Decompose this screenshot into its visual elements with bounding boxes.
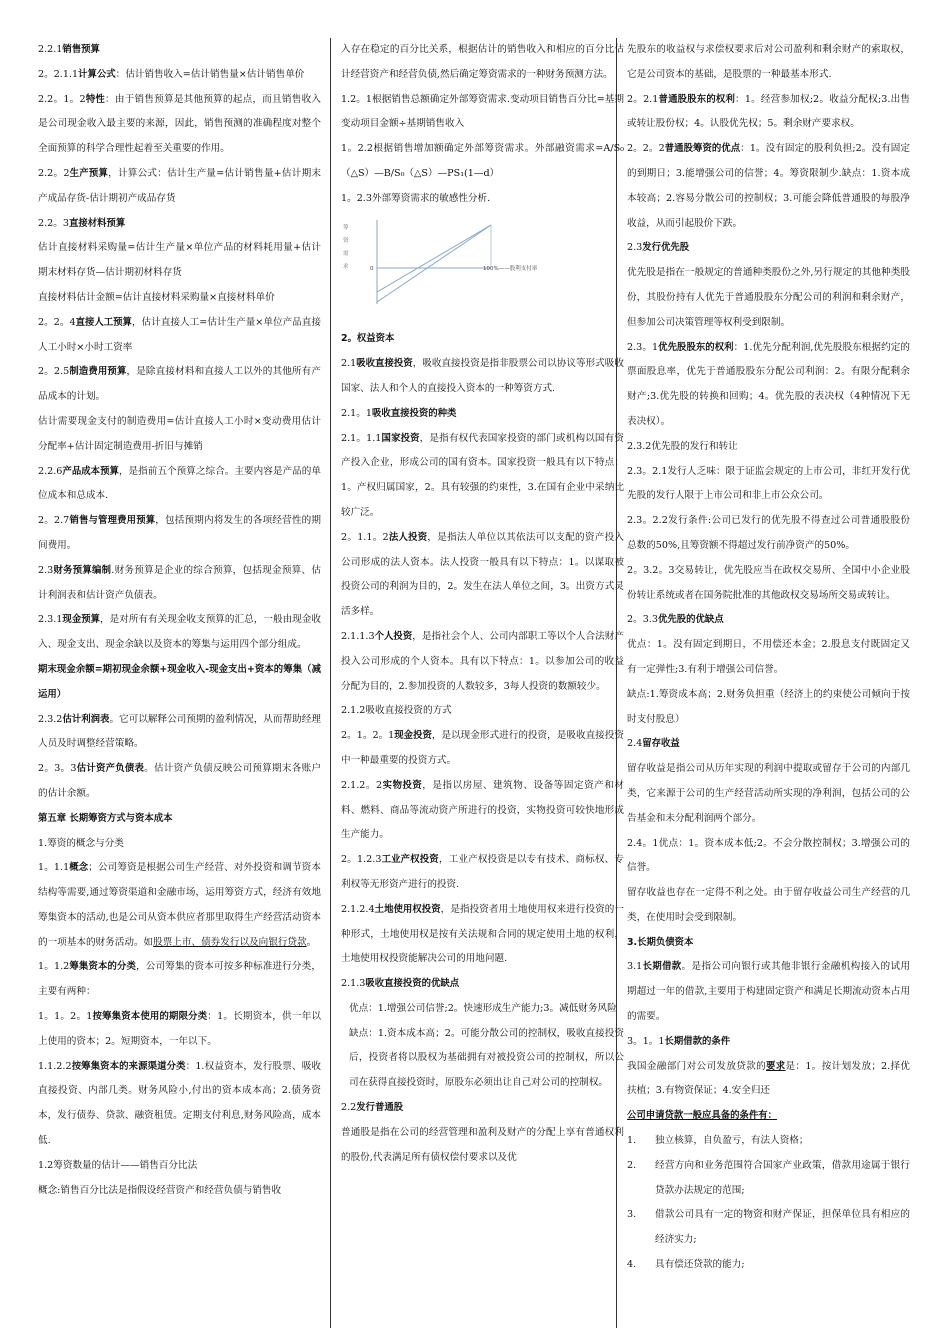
paragraph <box>627 931 910 956</box>
paragraph-text: 估计需要现金支付的制造费用=估计直接人工小时×变动费用估计分配率+估计固定制造费用-折旧与摊销 <box>38 415 321 452</box>
y-axis-label-char-3: 求 <box>343 263 349 270</box>
paragraph-text: 1.2筹资数量的估计——销售百分比法 <box>38 1159 198 1171</box>
bold-heading: 期末现金余额=期初现金余额+现金收入-现金支出+资本的筹集（减运用） <box>38 663 321 700</box>
section-number: 2.2。1。2 <box>38 93 86 105</box>
paragraph-text: 2.1.2吸收直接投资的方式 <box>341 705 452 717</box>
paragraph <box>341 625 624 699</box>
paragraph <box>38 162 321 212</box>
paragraph <box>341 187 624 212</box>
list-number: 4. <box>627 1259 637 1271</box>
bold-heading: 个人投资 <box>374 630 413 642</box>
bold-underlined-heading: 公司申请贷款一般应具备的条件有： <box>627 1110 778 1122</box>
bold-heading: 土地使用权投资 <box>374 903 441 915</box>
paragraph-text: 估计直接材料采购量=估计生产量×单位产品的材料耗用量+估计期末材料存货—估计期初材料存货 <box>38 242 321 279</box>
paragraph <box>341 526 624 625</box>
paragraph-text: 留存收益是指公司从历年实现的利润中提取或留存于公司的内部几类，它来源于公司的生产经营活动所实现的净利润，包括公司的公告基金和未分配利润两个部分。 <box>627 763 910 824</box>
section-number: 2.1.2.4 <box>341 903 375 915</box>
section-number: 2.1.3 <box>341 978 366 990</box>
column-3-top <box>627 38 910 1129</box>
paragraph-text: 2.4。1优点：1。资本成本低;2。不会分散控制权；3.增强公司的信誉。 <box>627 837 910 874</box>
paragraph-text: 我国金融部门对公司发放贷款的 <box>627 1060 767 1072</box>
paragraph <box>38 658 321 708</box>
bold-heading: 长期借款 <box>642 961 682 973</box>
paragraph <box>627 881 910 931</box>
section-number: 2.2。3 <box>38 217 69 229</box>
paragraph-text: 2.3。2.2发行条件:公司已发行的优先股不得查过公司普通股股份总数的50%,且筹资额不得超过发行前净资产的50%。 <box>627 515 910 551</box>
paragraph-text: 优点：1。没有固定到期日，不用偿还本金；2.股息支付既固定又有一定弹性;3.有利于增强公司信誉。 <box>627 639 910 675</box>
paragraph <box>38 856 321 955</box>
bold-heading: 估计利润表 <box>62 713 110 725</box>
bold-heading: 销售与管理费用预算 <box>69 515 156 527</box>
paragraph <box>341 427 624 526</box>
paragraph <box>38 708 321 758</box>
paragraph-text: 是：1。按计划发放；2.择优扶植；3.有物资保证；4.安全归还 <box>627 1060 910 1097</box>
paragraph <box>341 1096 624 1121</box>
paragraph-text: ，是指法人单位以其依法可以支配的资产投入公司形成的法人资本。法人投资一般具有以下特点：1。以谋取被投资公司的利润为目的，2。发生在法人单位之间，3。出资方式灵活多样。 <box>341 531 624 618</box>
list-number: 1. <box>627 1135 637 1147</box>
paragraph-text: ：1。长期资本，供一年以上使用的资本；2。短期资本，一年以下。 <box>38 1011 321 1047</box>
paragraph <box>341 972 624 997</box>
y-axis-label <box>343 223 349 270</box>
paragraph <box>38 807 321 832</box>
section-number: 2。3.3 <box>627 614 658 626</box>
section-number: 2.2。2 <box>38 167 70 179</box>
paragraph <box>627 608 910 633</box>
list-item <box>627 1154 910 1204</box>
paragraph <box>341 38 624 88</box>
section-number: 2.1.2。2 <box>341 779 383 791</box>
section-number: 3。1。1 <box>627 1035 665 1047</box>
bold-heading: 按筹集资本使用的期限分类 <box>92 1011 208 1023</box>
bold-heading: 特性 <box>85 93 106 105</box>
section-number: 2。3。3 <box>38 763 77 775</box>
paragraph <box>38 1154 321 1179</box>
paragraph-text: ，公司筹集的资本可按多种标准进行分类，主要有两种： <box>38 961 321 998</box>
section-number: 2。2。2 <box>627 143 665 155</box>
section-number: 2.3.2 <box>38 713 63 725</box>
paragraph <box>38 460 321 510</box>
paragraph-text: ：估计销售收入=估计销售量×估计销售单价 <box>115 68 305 80</box>
list-text: 具有偿还贷款的能力; <box>655 1259 745 1271</box>
paragraph <box>38 88 321 162</box>
bold-heading: 销售预算 <box>62 44 100 55</box>
section-number: 2.1.1.3 <box>341 630 375 642</box>
paragraph <box>38 757 321 807</box>
paragraph-text: ，估计直接人工=估计生产量×单位产品直接人工小时×小时工资率 <box>38 316 321 353</box>
paragraph-text: ，是以现金形式进行的投资，是吸收直接投资中一种最重要的投资方式。 <box>341 730 624 766</box>
paragraph <box>38 63 321 88</box>
paragraph <box>341 352 624 402</box>
paragraph-text: 先股东的收益权与求偿权要求后对公司盈利和剩余财产的索取权，它是公司资本的基础，是股票的一种最基本形式. <box>627 44 910 80</box>
section-number: 2.2.6 <box>38 465 63 477</box>
y-axis-label-char-1: 资 <box>343 237 349 244</box>
paragraph-text: 。 <box>306 936 317 948</box>
section-number: 2.2 <box>341 1102 357 1114</box>
paragraph <box>38 311 321 361</box>
paragraph <box>38 212 321 237</box>
bold-heading: 优先股的优缺点 <box>657 614 724 626</box>
paragraph-text: .财务预算是企业的综合预算，包括现金预算、估计利润表和估计资产负债表。 <box>38 564 321 601</box>
paragraph-text: ：1。没有固定的股利负担;2。没有固定的到期日；3.能增强公司的信誉；4。筹资限制少.缺点：1.资本成本较高；2.容易分散公司的控制权；3.可能会降低普通股的每股净收益，从而引起股价下跌。 <box>627 143 910 229</box>
paragraph-text: 缺点：1.资本成本高；2。可能分散公司的控制权，吸收直接投资后，投资者将以股权为基础拥有对被投资公司的控制权，所以公司在获得直接投资时，原股东必须出让自己对公司的控制权。 <box>349 1027 624 1089</box>
section-number: 2.3 <box>38 564 54 576</box>
section-number: 2.4 <box>627 738 643 750</box>
y-axis-label-char-2: 需 <box>343 250 349 257</box>
section-number: 1。1.2 <box>38 961 70 973</box>
bold-heading: 直接材料预算 <box>68 217 126 229</box>
section-number: 1.1.2.2 <box>38 1060 72 1072</box>
paragraph-text: 1。2.2根据销售增加额确定外部筹资需求。外部融资需求=A/S₀（△S）—B/S₀（△S）—PS₁(1—d） <box>341 143 624 179</box>
section-number: 2.1 <box>341 358 357 370</box>
paragraph-text: 。估计资产负债反映公司预算期末各账户的估计余额。 <box>38 763 322 799</box>
paragraph <box>341 724 624 774</box>
sensitivity-chart <box>341 216 624 311</box>
paragraph <box>341 327 624 352</box>
paragraph <box>38 559 321 609</box>
paragraph <box>627 1055 910 1105</box>
bold-heading: 制造费用预算 <box>69 366 127 378</box>
underlined-text: 股票上市、债券发行以及向银行贷款 <box>153 936 307 948</box>
bold-heading: 2。权益资本 <box>341 333 395 345</box>
list-item <box>627 1253 910 1278</box>
paragraph <box>341 774 624 848</box>
paragraph-text: ，是指以房屋、建筑物、设备等固定资产和材料、燃料、商品等流动资产所进行的投资，实物投资可较快地形成生产能力。 <box>341 779 625 841</box>
paragraph <box>341 88 624 138</box>
paragraph <box>38 286 321 311</box>
paragraph-text: 2。3.2。3交易转让，优先股应当在政权交易所、全国中小企业股份转让系统或者在国务院批准的其他政权交易场所交易或转让。 <box>627 564 910 601</box>
column-divider <box>330 38 331 1328</box>
paragraph-text: ，是对所有有关现金收支预算的汇总，一般由现金收入、现金支出、现金余缺以及资本的筹集与运用四个部分组成。 <box>38 614 321 651</box>
bold-heading: 产品成本预算 <box>62 465 119 477</box>
bold-heading: 吸收直接投资的优缺点 <box>365 978 460 990</box>
paragraph-text: 。是指公司向银行或其他非银行金融机构接入的试用期超过一年的借款,主要用于构建固定资产和满足长期流动资本占用的需要。 <box>627 961 910 1023</box>
paragraph <box>627 88 910 138</box>
bold-heading: 法人投资 <box>388 531 428 543</box>
bold-heading: 估计资产负债表 <box>76 763 145 775</box>
paragraph-text: 普通股是指在公司的经营管理和盈利及财产的分配上享有普通权利的股份,代表满足所有债权偿付要求以及优 <box>341 1126 624 1163</box>
paragraph-text: ，是指前五个预算之综合。主要内容是产品的单位成本和总成本. <box>38 465 321 502</box>
section-number: 1。1。2。1 <box>38 1011 93 1023</box>
bold-heading: 长期借款的条件 <box>664 1035 731 1047</box>
paragraph <box>627 955 910 1029</box>
section-number: 2。1.2.3 <box>341 854 382 866</box>
column-2-top <box>341 38 624 212</box>
paragraph <box>627 683 910 733</box>
paragraph <box>627 236 910 261</box>
section-number: 2。2。4 <box>38 316 76 328</box>
bold-heading: 现金预算 <box>62 614 100 626</box>
paragraph-text: ，包括预期内将发生的各项经营性的期间费用。 <box>38 515 321 551</box>
paragraph <box>38 360 321 410</box>
paragraph-text: ：1.优先分配利润,优先股股东根据约定的票面股息率，优先于普通股股东分配公司利润：2。有限分配剩余财产;3.优先股的转换和回购；4。优先股的表决权（4种情况下无表决权）。 <box>627 341 910 427</box>
paragraph <box>38 509 321 559</box>
paragraph-text: ：由于销售预算是其他预算的起点，而且销售收入是公司现金收入最主要的来源，因此，销售预测的准确程度对整个全面预算的科学合理性起着至关重要的作用。 <box>38 93 321 155</box>
paragraph <box>38 38 321 63</box>
section-number: 2.3。1 <box>627 341 659 353</box>
bold-heading: 按筹集资本的来源渠道分类 <box>71 1060 186 1072</box>
paragraph <box>341 402 624 427</box>
paragraph <box>627 559 910 609</box>
bold-heading: 概念 <box>69 862 89 874</box>
paragraph <box>38 832 321 857</box>
paragraph-text: ，工业产权投资是以专有技术、商标权、专利权等无形资产进行的投资. <box>341 854 625 890</box>
bold-heading: 工业产权投资 <box>381 854 439 866</box>
series-line-1 <box>377 225 491 292</box>
paragraph <box>38 410 321 460</box>
paragraph <box>38 1055 321 1154</box>
paragraph <box>38 1179 321 1204</box>
section-number: 2。2.7 <box>38 515 70 527</box>
paragraph-text: ，计算公式：估计生产量=估计销售量+估计期末产成品存货-估计期初产成品存货 <box>38 167 321 204</box>
paragraph-text: 直接材料估计金额=估计直接材料采购量×直接材料单价 <box>38 291 275 303</box>
list-text: 独立核算，自负盈亏，有法人资格； <box>655 1135 809 1147</box>
paragraph-text: ，吸收直接投资是指非股票公司以协议等形式吸收国家、法人和个人的直接投入资本的一种筹资方式. <box>341 358 624 394</box>
paragraph-text: ，是除直接材料和直接人工以外的其他所有产品成本的计划。 <box>38 366 321 403</box>
paragraph-text: 优先股是指在一般规定的普通种类股份之外,另行规定的其他种类股份，其股份持有人优先于普通股股东分配公司的利润和剩余财产，但参加公司决策管理等权利受到限制。 <box>627 267 910 328</box>
paragraph <box>627 1030 910 1055</box>
paragraph <box>627 435 910 460</box>
paragraph <box>38 236 321 286</box>
bold-heading: 留存收益 <box>642 738 680 750</box>
paragraph <box>627 336 910 435</box>
paragraph <box>38 1005 321 1055</box>
paragraph-text: ；公司筹资是根据公司生产经营、对外投资和调节资本结构等需要,通过筹资渠道和金融市场，运用筹资方式，经济有效地筹集资本的活动,也是公司从资本供应者那里取得生产经营活动资本的一项基本的财务活动。如 <box>38 862 321 948</box>
section-number: 2.1。1 <box>341 407 372 419</box>
paragraph <box>627 1104 910 1129</box>
y-axis-label-char-0: 筹 <box>343 224 349 231</box>
list-text: 经营方向和业务范围符合国家产业政策，借款用途属于银行贷款办法规定的范围; <box>655 1159 910 1196</box>
paragraph <box>627 633 910 683</box>
bold-underlined-text: 要求 <box>766 1060 786 1072</box>
section-number: 2。1。2。1 <box>341 730 395 742</box>
paragraph-text: ，是指社会个人、公司内部职工等以个人合法财产投入公司形成的个人资本。具有以下特点：1。以参加公司的收益分配为目的，2.参加投资的人数较多，3每人投资的数额较少。 <box>341 630 624 692</box>
x-axis-label: 100%——股利支付率 <box>483 265 538 272</box>
bold-heading: 生产预算 <box>69 167 109 179</box>
paragraph <box>341 848 624 898</box>
bold-heading: 吸收直接投资的种类 <box>371 407 457 419</box>
section-number: 2。2.1 <box>627 93 659 105</box>
paragraph-text: 2.3。2.1发行人乏味：限于证监会规定的上市公司，非红开发行优先股的发行人限于上市公司和非上市公众公司。 <box>627 465 910 502</box>
column-2 <box>341 38 624 1170</box>
section-number: 2。2.1.1 <box>38 68 79 80</box>
paragraph <box>341 898 624 972</box>
paragraph <box>627 757 910 831</box>
paragraph-text: ，是指有权代表国家投资的部门或机构以国有资产投入企业，形成公司的国有资本。国家投资一般具有以下特点：1。产权归属国家，2。具有较强的约束性，3.在国有企业中采纳比较广泛。 <box>341 432 625 518</box>
section-number: 2.1。1.1 <box>341 432 382 444</box>
column-3 <box>627 38 910 1278</box>
section-number: 2。2.5 <box>38 366 70 378</box>
paragraph <box>341 997 624 1022</box>
list-number: 2. <box>627 1159 637 1171</box>
paragraph <box>627 261 910 335</box>
paragraph-text: ：1.权益资本，发行股票、吸收直接投资、内部几类。财务风险小,付出的资本成本高；2.债务资本，发行债券、贷款、融资租赁。定期支付利息,财务风险高，成本低. <box>38 1060 321 1147</box>
paragraph-text: ，是指投资者用土地使用权来进行投资的一种形式，土地使用权是按有关法规和合同的规定使用土地的权利，土地使用权投资能解决公司的用地问题. <box>341 903 624 965</box>
bold-heading: 发行普通股 <box>356 1102 404 1114</box>
paragraph-text: ：1。经营参加权;2。收益分配权;3.出售或转让股份权；4。认股优先权；5。剩余财产要求权。 <box>627 93 910 130</box>
bold-heading: 计算公式 <box>78 68 116 80</box>
loan-conditions-list <box>627 1129 910 1278</box>
paragraph-text: 留存收益也存在一定得不利之处。由于留存收益公司生产经营的几类，在使用时会受到限制。 <box>627 887 910 923</box>
paragraph <box>341 137 624 187</box>
paragraph <box>341 1022 624 1096</box>
paragraph <box>627 509 910 559</box>
bold-heading: 普通股筹资的优点 <box>664 143 741 155</box>
zero-label: 0 <box>370 265 374 272</box>
paragraph-text: 入存在稳定的百分比关系，根据估计的销售收入和相应的百分比估计经营资产和经营负债,然后确定筹资需求的一种财务预测方法。 <box>341 44 624 80</box>
paragraph-text: 1.筹资的概念与分类 <box>38 837 124 849</box>
bold-heading: 3.长期负债资本 <box>627 936 694 948</box>
bold-heading: 优先股股东的权利 <box>658 341 734 353</box>
section-number: 3.1 <box>627 961 643 973</box>
bold-heading: 国家投资 <box>381 432 420 444</box>
paragraph-text: 概念:销售百分比法是指假设经营资产和经营负债与销售收 <box>38 1184 282 1196</box>
paragraph <box>627 832 910 882</box>
bold-heading: 筹集资本的分类 <box>69 961 137 973</box>
paragraph-text: 优点：1.增强公司信誉;2。快速形成生产能力;3。减低财务风险 <box>349 1002 617 1014</box>
paragraph-text: 。它可以解释公司预期的盈利情况，从而帮助经理人员及时调整经营策略。 <box>38 713 321 750</box>
paragraph-text: 2.3.2优先股的发行和转让 <box>627 440 738 452</box>
bold-heading: 现金投资 <box>394 730 432 742</box>
paragraph <box>627 460 910 510</box>
section-number: 2.3 <box>627 242 643 254</box>
section-number: 2。1.1。2 <box>341 531 389 543</box>
bold-heading: 吸收直接投资 <box>356 358 413 370</box>
bold-heading: 直接人工预算 <box>75 316 132 328</box>
bold-heading: 财务预算编制 <box>53 564 112 576</box>
column-1 <box>38 38 321 1203</box>
paragraph <box>627 137 910 236</box>
bold-heading: 第五章 长期筹资方式与资本成本 <box>38 812 173 824</box>
list-item <box>627 1129 910 1154</box>
section-number: 1。1.1 <box>38 862 70 874</box>
section-number: 2.3.1 <box>38 614 63 626</box>
paragraph <box>38 608 321 658</box>
paragraph-text: 缺点:1.筹资成本高；2.财务负担重（经济上的约束使公司倾向于按时支付股息） <box>627 688 910 725</box>
section-number: 2.2.1 <box>38 44 63 55</box>
series-line-2 <box>377 225 491 302</box>
paragraph-text: 1。2.3外部筹资需求的敏感性分析. <box>341 192 491 204</box>
paragraph <box>627 38 910 88</box>
bold-heading: 普通股股东的权利 <box>658 93 736 105</box>
paragraph <box>341 699 624 724</box>
bold-heading: 发行优先股 <box>642 242 690 254</box>
paragraph <box>38 955 321 1005</box>
paragraph <box>341 1121 624 1171</box>
paragraph <box>627 732 910 757</box>
list-number: 3. <box>627 1209 637 1221</box>
bold-heading: 实物投资 <box>382 779 423 791</box>
list-text: 借款公司具有一定的物资和财产保证，担保单位具有相应的经济实力; <box>655 1209 910 1246</box>
list-item <box>627 1203 910 1253</box>
paragraph-text: 1.2。1根据销售总额确定外部筹资需求.变动项目销售百分比=基期变动项目金额÷基期销售收入 <box>341 93 624 130</box>
column-2-bottom <box>341 327 624 1170</box>
